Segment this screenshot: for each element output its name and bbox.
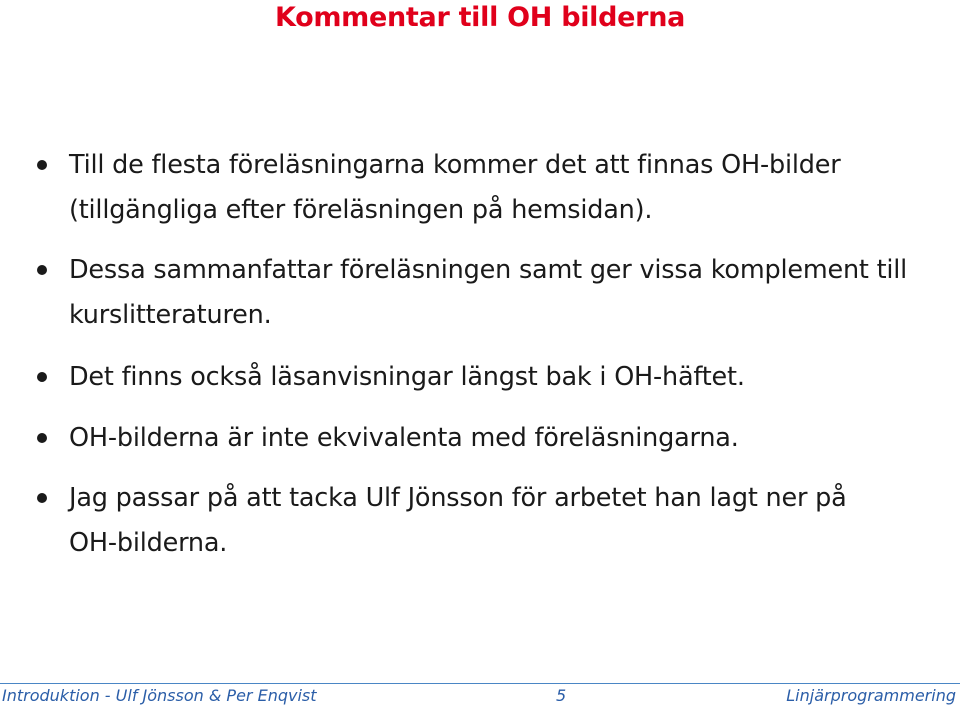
bullet-dot-icon [37, 372, 47, 382]
bullet-item [0, 476, 960, 566]
bullet-item [0, 416, 960, 461]
bullet-text-line: kurslitteraturen. [69, 300, 272, 330]
bullet-text-line: Det finns också läsanvisningar längst bak i OH-häftet. [69, 362, 745, 392]
bullet-item [0, 248, 960, 338]
bullet-text-line: Jag passar på att tacka Ulf Jönsson för arbetet han lagt ner på [69, 483, 847, 513]
bullet-text-line: Dessa sammanfattar föreläsningen samt ger vissa komplement till [69, 255, 908, 285]
slide-title: Kommentar till OH bilderna [274, 2, 686, 33]
footer-authors: Introduktion - Ulf Jönsson & Per Enqvist [2, 686, 317, 705]
bullet-text-line: (tillgängliga efter föreläsningen på hemsidan). [69, 195, 653, 225]
bullet-dot-icon [37, 433, 47, 443]
bullet-text-line: OH-bilderna är inte ekvivalenta med föreläsningarna. [69, 423, 739, 453]
bullet-text-line: OH-bilderna. [69, 528, 228, 558]
bullet-item [0, 143, 960, 233]
footer-course-title: Linjärprogrammering [786, 686, 956, 705]
bullet-dot-icon [37, 265, 47, 275]
slide-footer [0, 683, 960, 709]
footer-page-number: 5 [556, 686, 567, 705]
bullet-item [0, 355, 960, 400]
bullet-dot-icon [37, 493, 47, 503]
bullet-list [0, 143, 960, 583]
bullet-dot-icon [37, 160, 47, 170]
bullet-text-line: Till de flesta föreläsningarna kommer det att finnas OH-bilder [69, 150, 841, 180]
